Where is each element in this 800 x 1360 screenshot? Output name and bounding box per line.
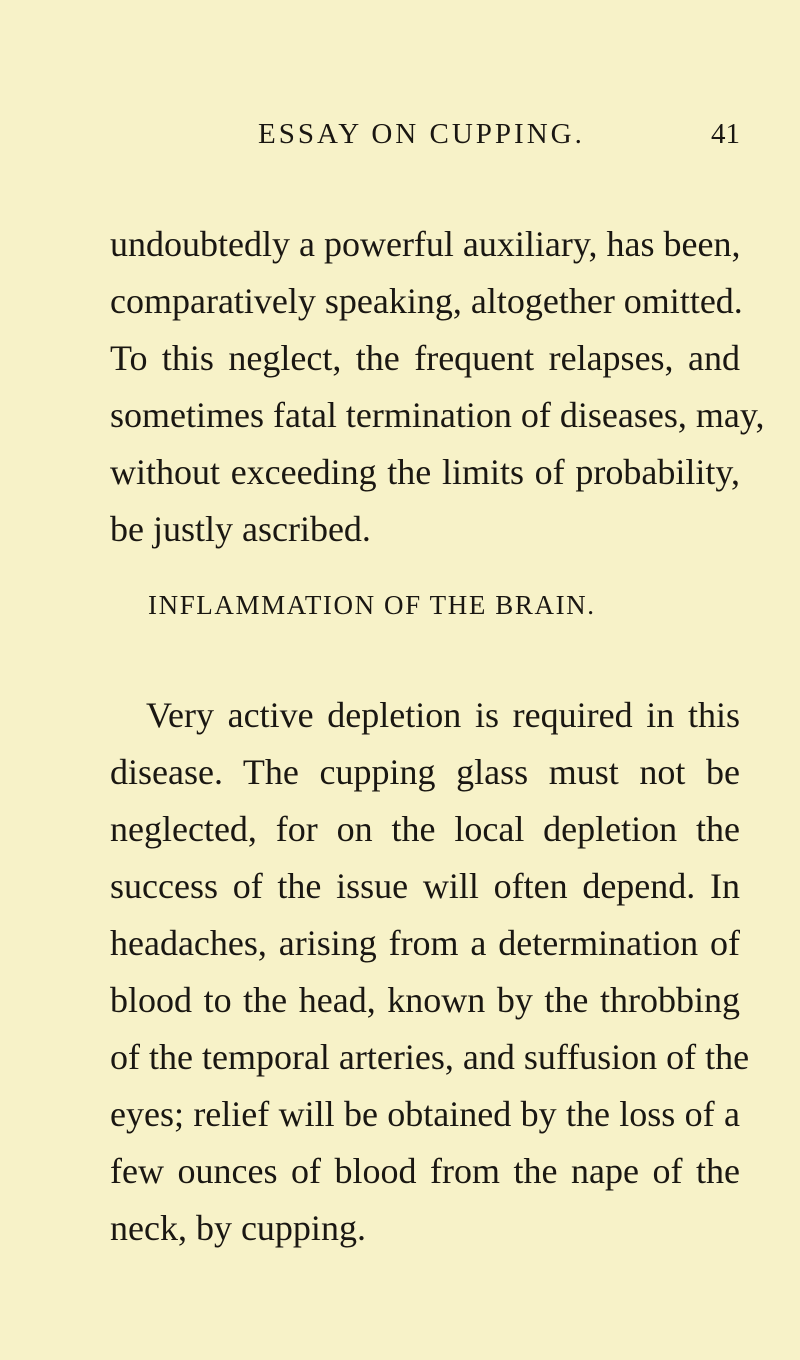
text-line: undoubtedly a powerful auxiliary, has been, <box>110 224 741 264</box>
text-line: neglected, for on the local depletion the <box>110 809 740 849</box>
text-line: disease. The cupping glass must not be <box>110 752 740 792</box>
section-heading: INFLAMMATION OF THE BRAIN. <box>148 590 596 620</box>
text-line: Very active depletion is required in this <box>146 695 740 735</box>
text-line: be justly ascribed. <box>110 509 371 549</box>
text-line: To this neglect, the frequent relapses, and <box>110 338 740 378</box>
text-line: without exceeding the limits of probability, <box>110 452 740 492</box>
text-line: headaches, arising from a determination of <box>110 923 740 963</box>
text-line: success of the issue will often depend. In <box>110 866 740 906</box>
running-title: ESSAY ON CUPPING. <box>258 118 585 150</box>
running-header <box>110 118 740 168</box>
text-line: eyes; relief will be obtained by the loss of a <box>110 1094 740 1134</box>
text-line: comparatively speaking, altogether omitted. <box>110 281 743 321</box>
text-line: of the temporal arteries, and suffusion of the <box>110 1037 750 1077</box>
text-line: neck, by cupping. <box>110 1208 366 1248</box>
page-number: 41 <box>711 118 740 150</box>
paragraph-inflammation <box>110 687 750 1257</box>
text-line: sometimes fatal termination of diseases, may, <box>110 395 765 435</box>
paragraph-continued <box>110 216 765 558</box>
text-line: blood to the head, known by the throbbing <box>110 980 740 1020</box>
text-line: few ounces of blood from the nape of the <box>110 1151 740 1191</box>
